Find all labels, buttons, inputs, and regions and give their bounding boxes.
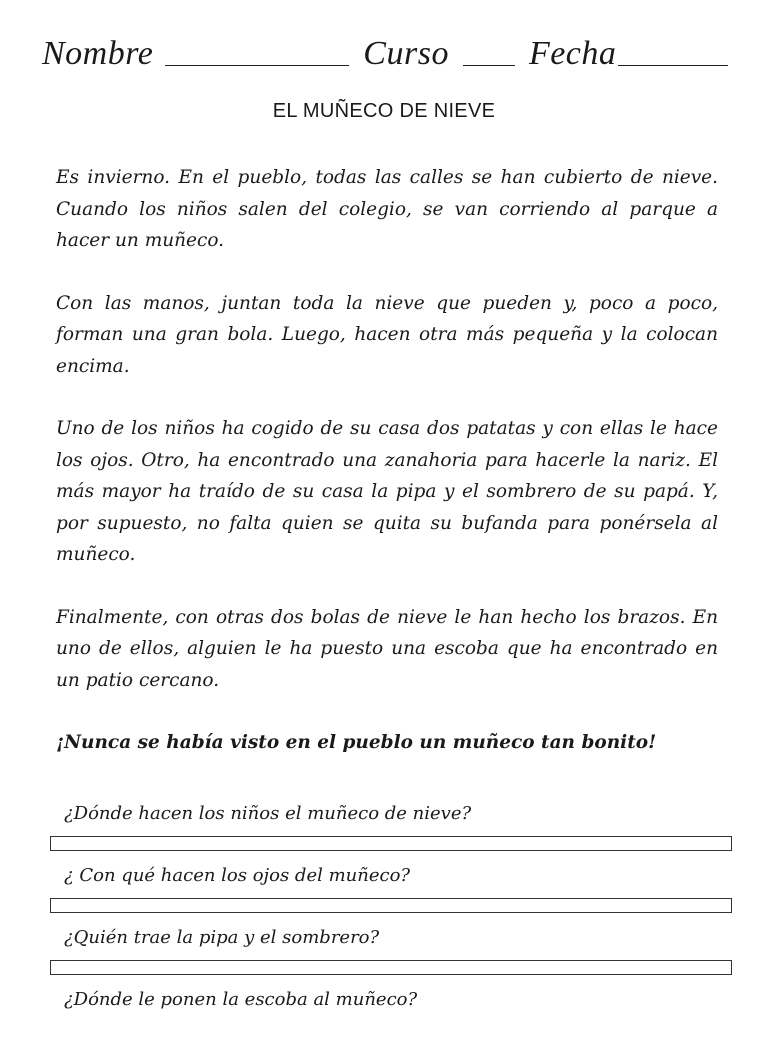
question-text: ¿Dónde hacen los niños el muñeco de nieve? — [64, 803, 472, 824]
story-paragraph: Finalmente, con otras dos bolas de nieve le han hecho los brazos. En uno de ellos, alguien le ha puesto una escoba que ha encontrado en un patio cercano. — [56, 606, 718, 691]
question-item — [50, 984, 734, 1046]
question-text: ¿Quién trae la pipa y el sombrero? — [64, 927, 380, 948]
answer-field[interactable] — [50, 898, 732, 913]
story-text — [56, 162, 718, 759]
story-closing-line: ¡Nunca se había visto en el pueblo un muñeco tan bonito! — [56, 732, 657, 753]
date-field[interactable] — [618, 64, 728, 66]
story-paragraph: Con las manos, juntan toda la nieve que pueden y, poco a poco, forman una gran bola. Luego, hacen otra más pequeña y la colocan encima. — [56, 292, 718, 377]
name-label: Nombre — [42, 35, 154, 72]
answer-field[interactable] — [50, 960, 732, 975]
story-paragraph: Es invierno. En el pueblo, todas las calles se han cubierto de nieve. Cuando los niños salen del colegio, se van corriendo al parque a hacer un muñeco. — [56, 167, 718, 251]
date-label: Fecha — [528, 35, 617, 72]
name-field[interactable] — [165, 64, 349, 66]
question-text: ¿Dónde le ponen la escoba al muñeco? — [64, 989, 418, 1010]
question-item — [50, 922, 734, 984]
question-item — [50, 798, 734, 860]
course-label: Curso — [363, 35, 449, 72]
story-paragraph: Uno de los niños ha cogido de su casa dos patatas y con ellas le hace los ojos. Otro, ha encontrado una zanahoria para hacerle la nariz. El más mayor ha traído de su casa la pipa y el sombrero de su papá. Y, por supuesto, no falta quien se quita su bufanda para ponérsela al muñeco. — [56, 418, 718, 565]
questions-section — [50, 798, 734, 1046]
course-field[interactable] — [463, 64, 515, 66]
question-text: ¿ Con qué hacen los ojos del muñeco? — [64, 865, 411, 886]
worksheet-header — [42, 26, 732, 74]
answer-field[interactable] — [50, 836, 732, 851]
story-title: EL MUÑECO DE NIEVE — [272, 100, 496, 122]
question-item — [50, 860, 734, 922]
